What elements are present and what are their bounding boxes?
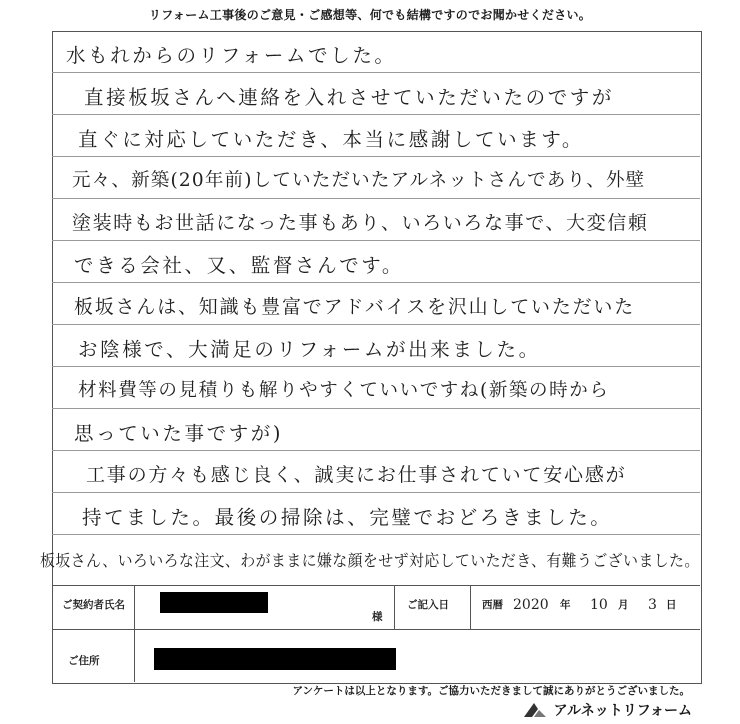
redacted-address (154, 648, 396, 670)
handwritten-line-13: 板坂さん、いろいろな注文、わがままに嫌な顔をせず対応していただき、有難うございました。 (40, 551, 700, 570)
logo-text: アルネットリフォーム (553, 703, 692, 719)
ruled-line (52, 366, 700, 367)
ruled-line (52, 492, 700, 493)
handwritten-line-11: 工事の方々も感じ良く、誠実にお仕事されていて安心感が (86, 464, 627, 486)
redacted-name (160, 592, 268, 613)
name-suffix: 様 (372, 611, 383, 623)
handwritten-line-1: 水もれからのリフォームでした。 (66, 44, 397, 67)
ruled-line (52, 324, 700, 325)
address-label: ご住所 (68, 655, 100, 667)
name-label: ご契約者氏名 (62, 599, 125, 611)
year-value: 2020 (513, 597, 549, 613)
ruled-line (52, 408, 700, 409)
handwritten-line-4: 元々、新築(20年前)していただいたアルネットさんであり、外壁 (72, 170, 646, 191)
ruled-line (52, 72, 700, 73)
handwritten-line-2: 直接板坂さんへ連絡を入れさせていただいたのですが (84, 86, 615, 109)
survey-prompt: リフォーム工事後のご意見・ご感想等、何でも結構ですのでお聞かせください。 (148, 8, 592, 22)
form-divider (394, 585, 395, 629)
triangle-mark-icon (522, 701, 548, 719)
handwritten-line-3: 直ぐに対応していただき、本当に感謝しています。 (78, 128, 584, 151)
day-value: 3 (648, 597, 657, 613)
ruled-line (52, 282, 700, 283)
year-unit: 年 (560, 599, 571, 611)
form-divider (134, 585, 135, 682)
handwritten-line-8: お陰様で、大満足のリフォームが出来ました。 (78, 338, 541, 361)
date-label: ご記入日 (407, 599, 449, 611)
form-divider (470, 585, 471, 629)
handwritten-line-5: 塗装時もお世話になった事もあり、いろいろな事で、大変信頼 (72, 212, 649, 234)
handwritten-line-6: できる会社、又、監督さんです。 (74, 254, 404, 277)
ruled-line (52, 450, 700, 451)
ruled-line (52, 114, 700, 115)
ruled-line (52, 198, 700, 199)
closing-note: アンケートは以上となります。ご協力いただきまして誠にありがとうございました。 (292, 685, 690, 697)
form-divider (52, 629, 700, 630)
day-unit: 日 (666, 599, 677, 611)
form-divider (52, 585, 700, 586)
company-logo (522, 700, 692, 720)
ruled-line (52, 240, 700, 241)
ruled-line (52, 534, 700, 535)
handwritten-line-10: 思っていた事ですが) (74, 422, 284, 445)
handwritten-line-12: 持てました。最後の掃除は、完璧でおどろきました。 (82, 506, 613, 529)
month-unit: 月 (618, 599, 629, 611)
handwritten-line-9: 材料費等の見積りも解りやすくていいですね(新築の時から (78, 380, 610, 401)
era-label: 西暦 (482, 599, 503, 611)
handwritten-line-7: 板坂さんは、知識も豊富でアドバイスを沢山していただいた (74, 296, 636, 318)
month-value: 10 (590, 597, 608, 613)
ruled-line (52, 156, 700, 157)
